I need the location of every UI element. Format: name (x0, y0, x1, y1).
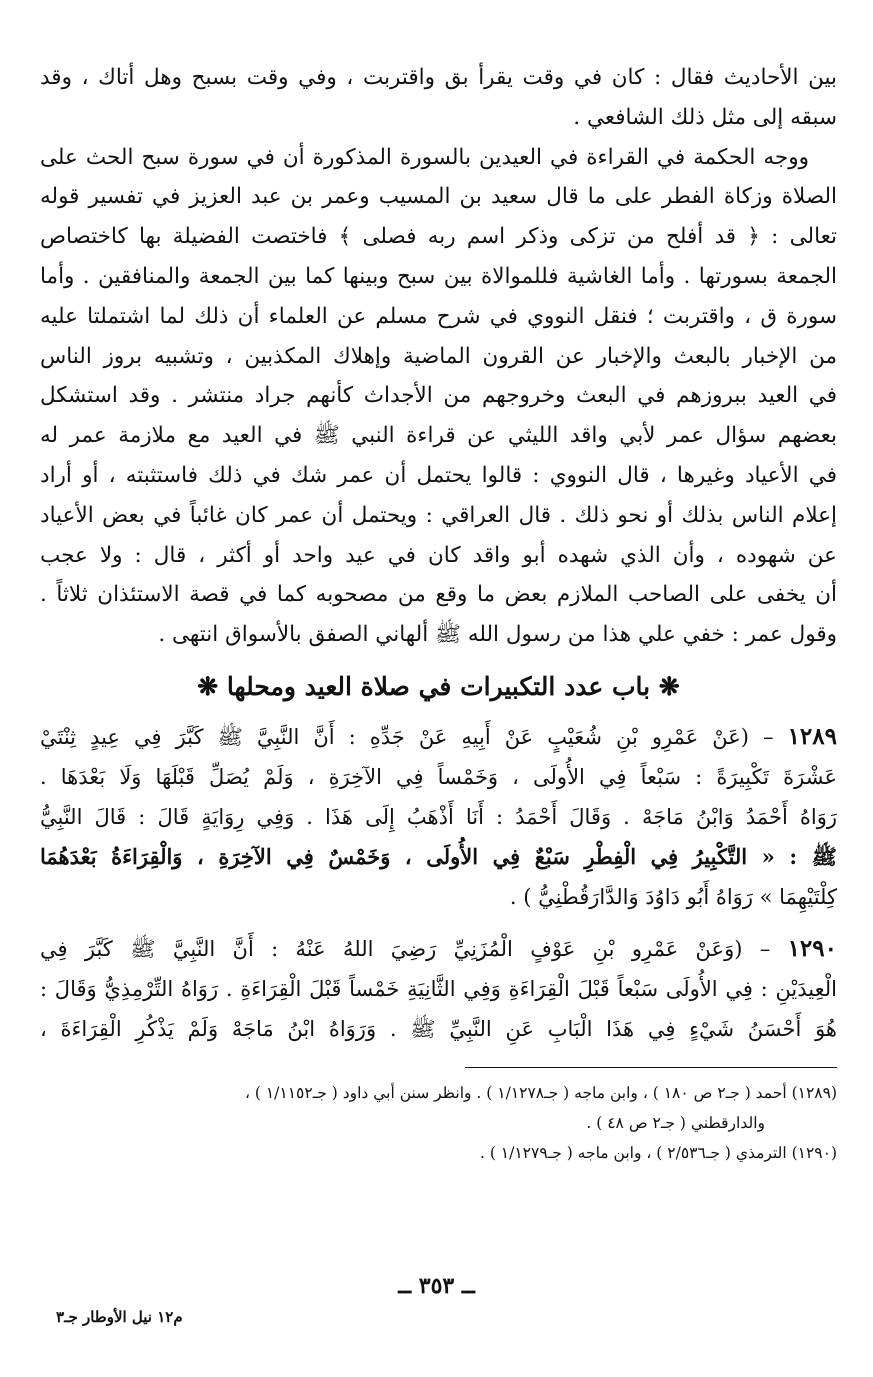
text-line: – (وَعَنْ عَمْرِو بْنِ عَوْفٍ الْمُزَنِيِّ رَضِيَ اللهُ عَنْهُ : أَنَّ النَّبِيَّ ﷺ كَبَّرَ فِي (40, 936, 771, 961)
text-line: عَشْرَةَ تَكْبِيرَةً : سَبْعاً فِي الأُولَى ، وَخَمْساً فِي الآخِرَةِ ، وَلَمْ يُصَلِّ قَبْلَهَا وَلَا بَعْدَهَا . (40, 764, 837, 789)
chapter-heading: ❋ باب عدد التكبيرات في صلاة العيد ومحلها ❋ (197, 671, 680, 701)
commentary-paragraph (40, 138, 837, 655)
text-line: هُوَ أَحْسَنُ شَيْءٍ فِي هَذَا الْبَابِ عَنِ النَّبِيِّ ﷺ . وَرَوَاهُ ابْنُ مَاجَهْ وَلَمْ يَذْكُرِ الْقِرَاءَةَ ، (40, 1016, 837, 1041)
text-line: ووجه الحكمة في القراءة في العيدين بالسورة المذكورة أن في سورة سبح الحث على (40, 144, 809, 170)
text-line: وقول عمر : خفي علي هذا من رسول الله ﷺ ألهاني الصفق بالأسواق انتهى . (158, 622, 837, 648)
footnote: (١٢٨٩) أحمد ( جـ٢ ص ١٨٠ ) ، وابن ماجه ( جـ١/١٢٧٨ ) . وانظر سنن أبي داود ( جـ١/١١٥٢ ) ، (244, 1083, 837, 1102)
text-line: ﷺ : « التَّكْبِيرُ فِي الْفِطْرِ سَبْعٌ فِي الأُولَى ، وَخَمْسٌ فِي الآخِرَةِ ، وَالْقِرَاءَةُ بَعْدَهُمَا (40, 843, 837, 869)
text-line: الصلاة وزكاة الفطر على ما قال سعيد بن المسيب وعمر بن عبد العزيز في تفسير قوله (40, 184, 837, 210)
footnotes (40, 1078, 837, 1168)
text-line: أن يخفى على الصاحب الملازم بعض ما وقع من مصحوبه كما في قصة الاستئذان ثلاثاً . (40, 582, 837, 608)
text-line: بين الأحاديث فقال : كان في وقت يقرأ بق واقتربت ، وفي وقت بسبح وهل أتاك ، وقد (40, 65, 837, 90)
text-line: عن شهوده ، وأن الذي شهده أبو واقد كان في عيد واحد أو أكثر ، قال : ولا عجب (40, 542, 837, 568)
text-line: بعضهم سؤال عمر لأبي واقد الليثي عن قراءة النبي ﷺ في العيد مع ملازمة عمر له (40, 423, 837, 449)
footnote: (١٢٩٠) الترمذي ( جـ٢/٥٣٦ ) ، وابن ماجه ( جـ١/١٢٧٩ ) . (479, 1143, 837, 1162)
text-line: في الأعياد وغيرها ، قال النووي : قالوا يحتمل أن عمر شك في ذلك فاستثبته ، أو أراد (40, 462, 837, 488)
footnote: والدارقطني ( جـ٢ ص ٤٨ ) . (586, 1113, 765, 1132)
hadith-number: ١٢٨٩ (787, 722, 837, 750)
hadith-number: ١٢٩٠ (787, 934, 837, 962)
text-line: كِلْتَيْهِمَا » رَوَاهُ أَبُو دَاوُدَ وَالدَّارَقُطْنِيُّ ) . (509, 884, 837, 909)
hadith-1289 (40, 717, 837, 917)
text-line: الْعِيدَيْنِ : فِي الأُولَى سَبْعاً قَبْلَ الْقِرَاءَةِ وَفِي الثَّانِيَةِ خَمْساً قَبْلَ الْقِرَاءَةِ . رَوَاهُ التِّرْمِذِيُّ وَقَالَ : (40, 976, 837, 1001)
text-line: سبقه إلى مثل ذلك الشافعي . (573, 104, 837, 130)
printer-signature: م١٢ نيل الأوطار جـ٣ (56, 1308, 183, 1326)
text-line: في العيد ببروزهم في البعث وخروجهم من الأجداث كأنهم جراد منتشر . وقد استشكل (40, 383, 837, 409)
text-line: رَوَاهُ أَحْمَدُ وَابْنُ مَاجَهْ . وَقَالَ أَحْمَدُ : أَنَا أَذْهَبُ إِلَى هَذَا . وَفِي رِوَايَةٍ قَالَ : قَالَ النَّبِيُّ (40, 804, 837, 829)
hadith-1290 (40, 929, 837, 1049)
page-number: ــ ٣٥٣ ــ (398, 1273, 475, 1299)
intro-paragraph (40, 58, 837, 138)
text-line: سورة ق ، واقتربت ؛ فنقل النووي في شرح مسلم عن العلماء أن ذلك لما اشتملتا عليه (40, 303, 837, 329)
text-line: من الإخبار بالبعث والإخبار عن القرون الماضية وإهلاك المكذبين ، وتشبيه بروز الناس (40, 343, 837, 369)
text-line: إعلام الناس بذلك أو نحو ذلك . قال العراقي : ويحتمل أن عمر كان غائباً في بعض الأعياد (40, 502, 837, 528)
text-line: الجمعة بسورتها . وأما الغاشية فللموالاة بين سبح وبينها كما بين الجمعة والمنافقين . وأما (40, 263, 837, 289)
footnote-divider (465, 1067, 837, 1068)
text-line: – (عَنْ عَمْرِو بْنِ شُعَيْبٍ عَنْ أَبِيهِ عَنْ جَدِّهِ : أَنَّ النَّبِيَّ ﷺ كَبَّرَ فِي عِيدٍ ثِنْتَيْ (40, 724, 774, 749)
text-line: تعالى : ﴿ قد أفلح من تزكى وذكر اسم ربه فصلى ﴾ فاختصت الفضيلة بها كاختصاص (40, 224, 837, 250)
